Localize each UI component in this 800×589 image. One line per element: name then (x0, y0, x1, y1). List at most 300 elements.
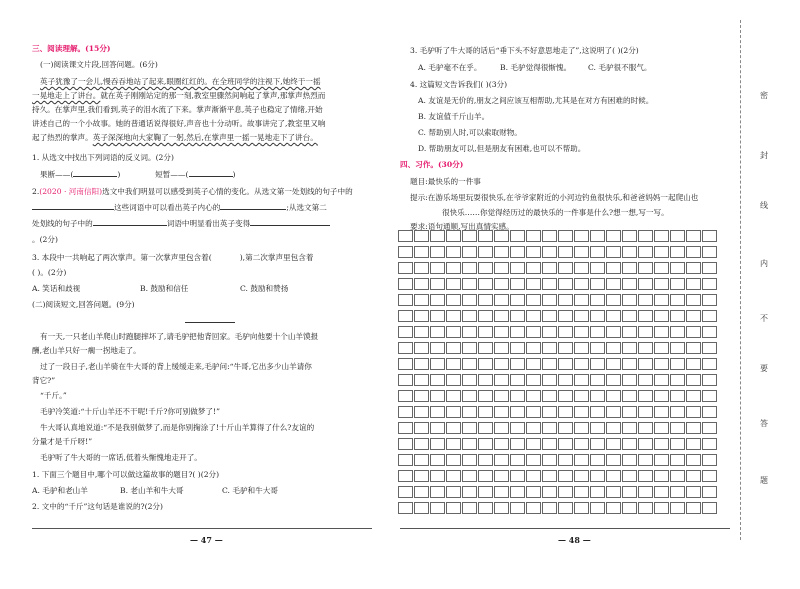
grid-cell[interactable] (670, 390, 685, 402)
grid-cell[interactable] (526, 246, 541, 258)
grid-cell[interactable] (526, 390, 541, 402)
grid-cell[interactable] (558, 390, 573, 402)
grid-cell[interactable] (622, 326, 637, 338)
grid-cell[interactable] (654, 358, 669, 370)
grid-cell[interactable] (462, 326, 477, 338)
grid-cell[interactable] (494, 278, 509, 290)
grid-cell[interactable] (398, 310, 413, 322)
grid-cell[interactable] (446, 342, 461, 354)
grid-cell[interactable] (526, 374, 541, 386)
grid-cell[interactable] (494, 422, 509, 434)
grid-cell[interactable] (398, 230, 413, 242)
grid-cell[interactable] (414, 230, 429, 242)
grid-cell[interactable] (702, 342, 717, 354)
grid-cell[interactable] (558, 262, 573, 274)
grid-cell[interactable] (414, 374, 429, 386)
grid-cell[interactable] (670, 246, 685, 258)
grid-cell[interactable] (542, 422, 557, 434)
grid-cell[interactable] (606, 358, 621, 370)
grid-cell[interactable] (414, 486, 429, 498)
grid-cell[interactable] (686, 326, 701, 338)
grid-cell[interactable] (638, 358, 653, 370)
grid-cell[interactable] (606, 326, 621, 338)
grid-cell[interactable] (542, 406, 557, 418)
grid-cell[interactable] (462, 390, 477, 402)
grid-cell[interactable] (446, 422, 461, 434)
grid-cell[interactable] (558, 486, 573, 498)
grid-cell[interactable] (622, 230, 637, 242)
question-7-option-b[interactable]: B. 友谊值千斤山羊。 (418, 112, 490, 121)
grid-cell[interactable] (590, 278, 605, 290)
grid-cell[interactable] (558, 246, 573, 258)
grid-cell[interactable] (542, 246, 557, 258)
grid-cell[interactable] (574, 262, 589, 274)
grid-cell[interactable] (654, 246, 669, 258)
grid-cell[interactable] (702, 390, 717, 402)
antonym-a-blank[interactable] (73, 176, 117, 177)
grid-cell[interactable] (654, 326, 669, 338)
grid-cell[interactable] (446, 278, 461, 290)
grid-cell[interactable] (478, 438, 493, 450)
grid-cell[interactable] (670, 358, 685, 370)
grid-cell[interactable] (398, 390, 413, 402)
grid-cell[interactable] (430, 294, 445, 306)
grid-cell[interactable] (654, 294, 669, 306)
grid-cell[interactable] (430, 470, 445, 482)
grid-cell[interactable] (622, 262, 637, 274)
grid-cell[interactable] (494, 438, 509, 450)
grid-cell[interactable] (622, 246, 637, 258)
grid-cell[interactable] (446, 470, 461, 482)
grid-cell[interactable] (510, 454, 525, 466)
grid-cell[interactable] (606, 310, 621, 322)
grid-cell[interactable] (510, 358, 525, 370)
grid-cell[interactable] (622, 342, 637, 354)
writing-grid[interactable] (398, 230, 718, 518)
question-2-blank-3[interactable] (93, 225, 167, 226)
grid-cell[interactable] (526, 342, 541, 354)
grid-cell[interactable] (702, 406, 717, 418)
grid-cell[interactable] (542, 470, 557, 482)
grid-cell[interactable] (414, 358, 429, 370)
grid-cell[interactable] (574, 438, 589, 450)
grid-cell[interactable] (398, 358, 413, 370)
grid-cell[interactable] (654, 422, 669, 434)
grid-cell[interactable] (574, 470, 589, 482)
grid-cell[interactable] (686, 470, 701, 482)
grid-cell[interactable] (510, 230, 525, 242)
grid-cell[interactable] (398, 406, 413, 418)
grid-cell[interactable] (670, 454, 685, 466)
grid-cell[interactable] (494, 262, 509, 274)
grid-cell[interactable] (574, 486, 589, 498)
grid-cell[interactable] (430, 406, 445, 418)
grid-cell[interactable] (446, 262, 461, 274)
grid-cell[interactable] (414, 310, 429, 322)
grid-cell[interactable] (654, 470, 669, 482)
question-6-option-c[interactable]: C. 毛驴很不服气。 (588, 63, 652, 72)
grid-cell[interactable] (462, 470, 477, 482)
grid-cell[interactable] (670, 486, 685, 498)
grid-cell[interactable] (574, 390, 589, 402)
grid-cell[interactable] (702, 374, 717, 386)
grid-cell[interactable] (558, 326, 573, 338)
grid-cell[interactable] (542, 390, 557, 402)
grid-cell[interactable] (638, 438, 653, 450)
grid-cell[interactable] (686, 278, 701, 290)
grid-cell[interactable] (622, 390, 637, 402)
grid-cell[interactable] (670, 470, 685, 482)
grid-cell[interactable] (654, 278, 669, 290)
grid-cell[interactable] (414, 246, 429, 258)
grid-cell[interactable] (542, 486, 557, 498)
grid-cell[interactable] (494, 310, 509, 322)
grid-cell[interactable] (414, 422, 429, 434)
grid-cell[interactable] (702, 262, 717, 274)
grid-cell[interactable] (430, 502, 445, 514)
grid-cell[interactable] (686, 262, 701, 274)
grid-cell[interactable] (638, 342, 653, 354)
grid-cell[interactable] (574, 246, 589, 258)
grid-cell[interactable] (526, 406, 541, 418)
grid-cell[interactable] (526, 470, 541, 482)
question-2-blank-4[interactable] (250, 225, 330, 226)
grid-cell[interactable] (494, 294, 509, 306)
grid-cell[interactable] (510, 374, 525, 386)
grid-cell[interactable] (398, 262, 413, 274)
grid-cell[interactable] (542, 502, 557, 514)
grid-cell[interactable] (638, 294, 653, 306)
grid-cell[interactable] (622, 294, 637, 306)
grid-cell[interactable] (526, 310, 541, 322)
grid-cell[interactable] (510, 470, 525, 482)
grid-cell[interactable] (686, 438, 701, 450)
grid-cell[interactable] (478, 342, 493, 354)
grid-cell[interactable] (702, 230, 717, 242)
grid-cell[interactable] (462, 486, 477, 498)
grid-cell[interactable] (670, 374, 685, 386)
grid-cell[interactable] (702, 246, 717, 258)
grid-cell[interactable] (574, 310, 589, 322)
grid-cell[interactable] (398, 326, 413, 338)
grid-cell[interactable] (430, 230, 445, 242)
grid-cell[interactable] (606, 470, 621, 482)
grid-cell[interactable] (590, 246, 605, 258)
grid-cell[interactable] (622, 406, 637, 418)
grid-cell[interactable] (590, 406, 605, 418)
grid-cell[interactable] (638, 262, 653, 274)
grid-cell[interactable] (606, 438, 621, 450)
grid-cell[interactable] (462, 342, 477, 354)
grid-cell[interactable] (654, 390, 669, 402)
grid-cell[interactable] (462, 294, 477, 306)
grid-cell[interactable] (398, 278, 413, 290)
grid-cell[interactable] (478, 358, 493, 370)
grid-cell[interactable] (494, 406, 509, 418)
grid-cell[interactable] (478, 470, 493, 482)
grid-cell[interactable] (702, 294, 717, 306)
grid-cell[interactable] (398, 294, 413, 306)
grid-cell[interactable] (430, 358, 445, 370)
grid-cell[interactable] (590, 486, 605, 498)
grid-cell[interactable] (670, 262, 685, 274)
grid-cell[interactable] (430, 438, 445, 450)
grid-cell[interactable] (558, 230, 573, 242)
grid-cell[interactable] (526, 358, 541, 370)
grid-cell[interactable] (638, 422, 653, 434)
grid-cell[interactable] (414, 278, 429, 290)
grid-cell[interactable] (526, 262, 541, 274)
grid-cell[interactable] (606, 278, 621, 290)
grid-cell[interactable] (398, 422, 413, 434)
grid-cell[interactable] (478, 294, 493, 306)
grid-cell[interactable] (414, 390, 429, 402)
grid-cell[interactable] (606, 262, 621, 274)
grid-cell[interactable] (446, 454, 461, 466)
grid-cell[interactable] (494, 374, 509, 386)
grid-cell[interactable] (606, 230, 621, 242)
grid-cell[interactable] (446, 294, 461, 306)
grid-cell[interactable] (494, 326, 509, 338)
grid-cell[interactable] (590, 230, 605, 242)
grid-cell[interactable] (494, 486, 509, 498)
grid-cell[interactable] (478, 374, 493, 386)
question-6-option-a[interactable]: A. 毛驴毫不在乎。 (418, 63, 482, 72)
grid-cell[interactable] (558, 502, 573, 514)
grid-cell[interactable] (638, 326, 653, 338)
grid-cell[interactable] (638, 390, 653, 402)
question-3-option-c[interactable]: C. 鼓励和赞扬 (240, 284, 289, 293)
grid-cell[interactable] (462, 230, 477, 242)
grid-cell[interactable] (446, 438, 461, 450)
grid-cell[interactable] (462, 502, 477, 514)
grid-cell[interactable] (606, 406, 621, 418)
grid-cell[interactable] (526, 502, 541, 514)
grid-cell[interactable] (702, 470, 717, 482)
grid-cell[interactable] (542, 374, 557, 386)
grid-cell[interactable] (414, 326, 429, 338)
grid-cell[interactable] (462, 278, 477, 290)
grid-cell[interactable] (478, 278, 493, 290)
grid-cell[interactable] (398, 438, 413, 450)
grid-cell[interactable] (702, 278, 717, 290)
grid-cell[interactable] (638, 502, 653, 514)
grid-cell[interactable] (702, 486, 717, 498)
grid-cell[interactable] (510, 502, 525, 514)
grid-cell[interactable] (510, 422, 525, 434)
grid-cell[interactable] (670, 342, 685, 354)
grid-cell[interactable] (654, 230, 669, 242)
grid-cell[interactable] (622, 502, 637, 514)
grid-cell[interactable] (558, 454, 573, 466)
question-6-option-b[interactable]: B. 毛驴觉得很惭愧。 (500, 63, 572, 72)
grid-cell[interactable] (670, 406, 685, 418)
grid-cell[interactable] (462, 406, 477, 418)
grid-cell[interactable] (478, 262, 493, 274)
grid-cell[interactable] (478, 502, 493, 514)
grid-cell[interactable] (606, 246, 621, 258)
grid-cell[interactable] (558, 406, 573, 418)
grid-cell[interactable] (670, 502, 685, 514)
grid-cell[interactable] (638, 406, 653, 418)
grid-cell[interactable] (574, 230, 589, 242)
grid-cell[interactable] (446, 406, 461, 418)
grid-cell[interactable] (542, 358, 557, 370)
grid-cell[interactable] (558, 438, 573, 450)
grid-cell[interactable] (686, 486, 701, 498)
grid-cell[interactable] (606, 422, 621, 434)
grid-cell[interactable] (510, 342, 525, 354)
grid-cell[interactable] (510, 486, 525, 498)
grid-cell[interactable] (590, 374, 605, 386)
grid-cell[interactable] (574, 454, 589, 466)
grid-cell[interactable] (558, 422, 573, 434)
grid-cell[interactable] (510, 310, 525, 322)
grid-cell[interactable] (654, 262, 669, 274)
grid-cell[interactable] (654, 486, 669, 498)
grid-cell[interactable] (446, 390, 461, 402)
grid-cell[interactable] (478, 326, 493, 338)
grid-cell[interactable] (702, 310, 717, 322)
grid-cell[interactable] (510, 278, 525, 290)
grid-cell[interactable] (430, 342, 445, 354)
question-4-option-a[interactable]: A. 毛驴和老山羊 (32, 486, 88, 495)
grid-cell[interactable] (702, 358, 717, 370)
grid-cell[interactable] (462, 438, 477, 450)
grid-cell[interactable] (622, 422, 637, 434)
question-4-option-c[interactable]: C. 毛驴和牛大哥 (222, 486, 278, 495)
grid-cell[interactable] (414, 262, 429, 274)
grid-cell[interactable] (638, 374, 653, 386)
question-3-option-b[interactable]: B. 鼓励和信任 (140, 284, 189, 293)
grid-cell[interactable] (606, 486, 621, 498)
grid-cell[interactable] (686, 358, 701, 370)
grid-cell[interactable] (526, 454, 541, 466)
grid-cell[interactable] (478, 310, 493, 322)
grid-cell[interactable] (494, 454, 509, 466)
grid-cell[interactable] (686, 374, 701, 386)
grid-cell[interactable] (430, 486, 445, 498)
grid-cell[interactable] (446, 326, 461, 338)
grid-cell[interactable] (654, 438, 669, 450)
grid-cell[interactable] (526, 294, 541, 306)
grid-cell[interactable] (430, 390, 445, 402)
grid-cell[interactable] (622, 374, 637, 386)
grid-cell[interactable] (702, 502, 717, 514)
grid-cell[interactable] (654, 454, 669, 466)
grid-cell[interactable] (638, 454, 653, 466)
grid-cell[interactable] (526, 438, 541, 450)
grid-cell[interactable] (558, 470, 573, 482)
grid-cell[interactable] (430, 374, 445, 386)
grid-cell[interactable] (398, 486, 413, 498)
grid-cell[interactable] (622, 358, 637, 370)
grid-cell[interactable] (686, 502, 701, 514)
grid-cell[interactable] (558, 358, 573, 370)
grid-cell[interactable] (702, 438, 717, 450)
grid-cell[interactable] (702, 454, 717, 466)
question-2-blank-1[interactable] (32, 209, 114, 210)
grid-cell[interactable] (414, 502, 429, 514)
grid-cell[interactable] (702, 422, 717, 434)
grid-cell[interactable] (590, 326, 605, 338)
grid-cell[interactable] (574, 502, 589, 514)
grid-cell[interactable] (654, 342, 669, 354)
grid-cell[interactable] (686, 454, 701, 466)
grid-cell[interactable] (510, 294, 525, 306)
grid-cell[interactable] (398, 454, 413, 466)
grid-cell[interactable] (462, 454, 477, 466)
grid-cell[interactable] (590, 390, 605, 402)
grid-cell[interactable] (446, 230, 461, 242)
grid-cell[interactable] (430, 326, 445, 338)
grid-cell[interactable] (542, 342, 557, 354)
grid-cell[interactable] (590, 470, 605, 482)
grid-cell[interactable] (558, 310, 573, 322)
grid-cell[interactable] (414, 470, 429, 482)
grid-cell[interactable] (686, 230, 701, 242)
grid-cell[interactable] (606, 342, 621, 354)
grid-cell[interactable] (590, 422, 605, 434)
grid-cell[interactable] (478, 230, 493, 242)
grid-cell[interactable] (574, 406, 589, 418)
grid-cell[interactable] (446, 502, 461, 514)
grid-cell[interactable] (606, 374, 621, 386)
grid-cell[interactable] (510, 438, 525, 450)
grid-cell[interactable] (430, 454, 445, 466)
grid-cell[interactable] (590, 358, 605, 370)
grid-cell[interactable] (590, 342, 605, 354)
question-2-blank-2[interactable] (220, 209, 286, 210)
grid-cell[interactable] (606, 502, 621, 514)
grid-cell[interactable] (654, 374, 669, 386)
grid-cell[interactable] (606, 454, 621, 466)
grid-cell[interactable] (574, 326, 589, 338)
grid-cell[interactable] (654, 502, 669, 514)
grid-cell[interactable] (622, 454, 637, 466)
grid-cell[interactable] (446, 310, 461, 322)
grid-cell[interactable] (462, 422, 477, 434)
grid-cell[interactable] (622, 470, 637, 482)
grid-cell[interactable] (670, 422, 685, 434)
grid-cell[interactable] (558, 278, 573, 290)
grid-cell[interactable] (542, 262, 557, 274)
antonym-b-blank[interactable] (189, 176, 233, 177)
grid-cell[interactable] (670, 230, 685, 242)
grid-cell[interactable] (446, 374, 461, 386)
grid-cell[interactable] (510, 326, 525, 338)
grid-cell[interactable] (574, 342, 589, 354)
grid-cell[interactable] (542, 454, 557, 466)
grid-cell[interactable] (606, 294, 621, 306)
grid-cell[interactable] (686, 390, 701, 402)
grid-cell[interactable] (478, 422, 493, 434)
grid-cell[interactable] (446, 486, 461, 498)
grid-cell[interactable] (542, 310, 557, 322)
grid-cell[interactable] (494, 246, 509, 258)
grid-cell[interactable] (590, 262, 605, 274)
grid-cell[interactable] (670, 326, 685, 338)
grid-cell[interactable] (462, 262, 477, 274)
grid-cell[interactable] (478, 486, 493, 498)
grid-cell[interactable] (654, 406, 669, 418)
question-7-option-c[interactable]: C. 帮助别人时,可以索取财物。 (418, 128, 522, 137)
grid-cell[interactable] (398, 246, 413, 258)
grid-cell[interactable] (670, 310, 685, 322)
grid-cell[interactable] (398, 470, 413, 482)
grid-cell[interactable] (494, 470, 509, 482)
question-7-option-d[interactable]: D. 帮助朋友可以,但是朋友有困难,也可以不帮助。 (418, 144, 586, 153)
